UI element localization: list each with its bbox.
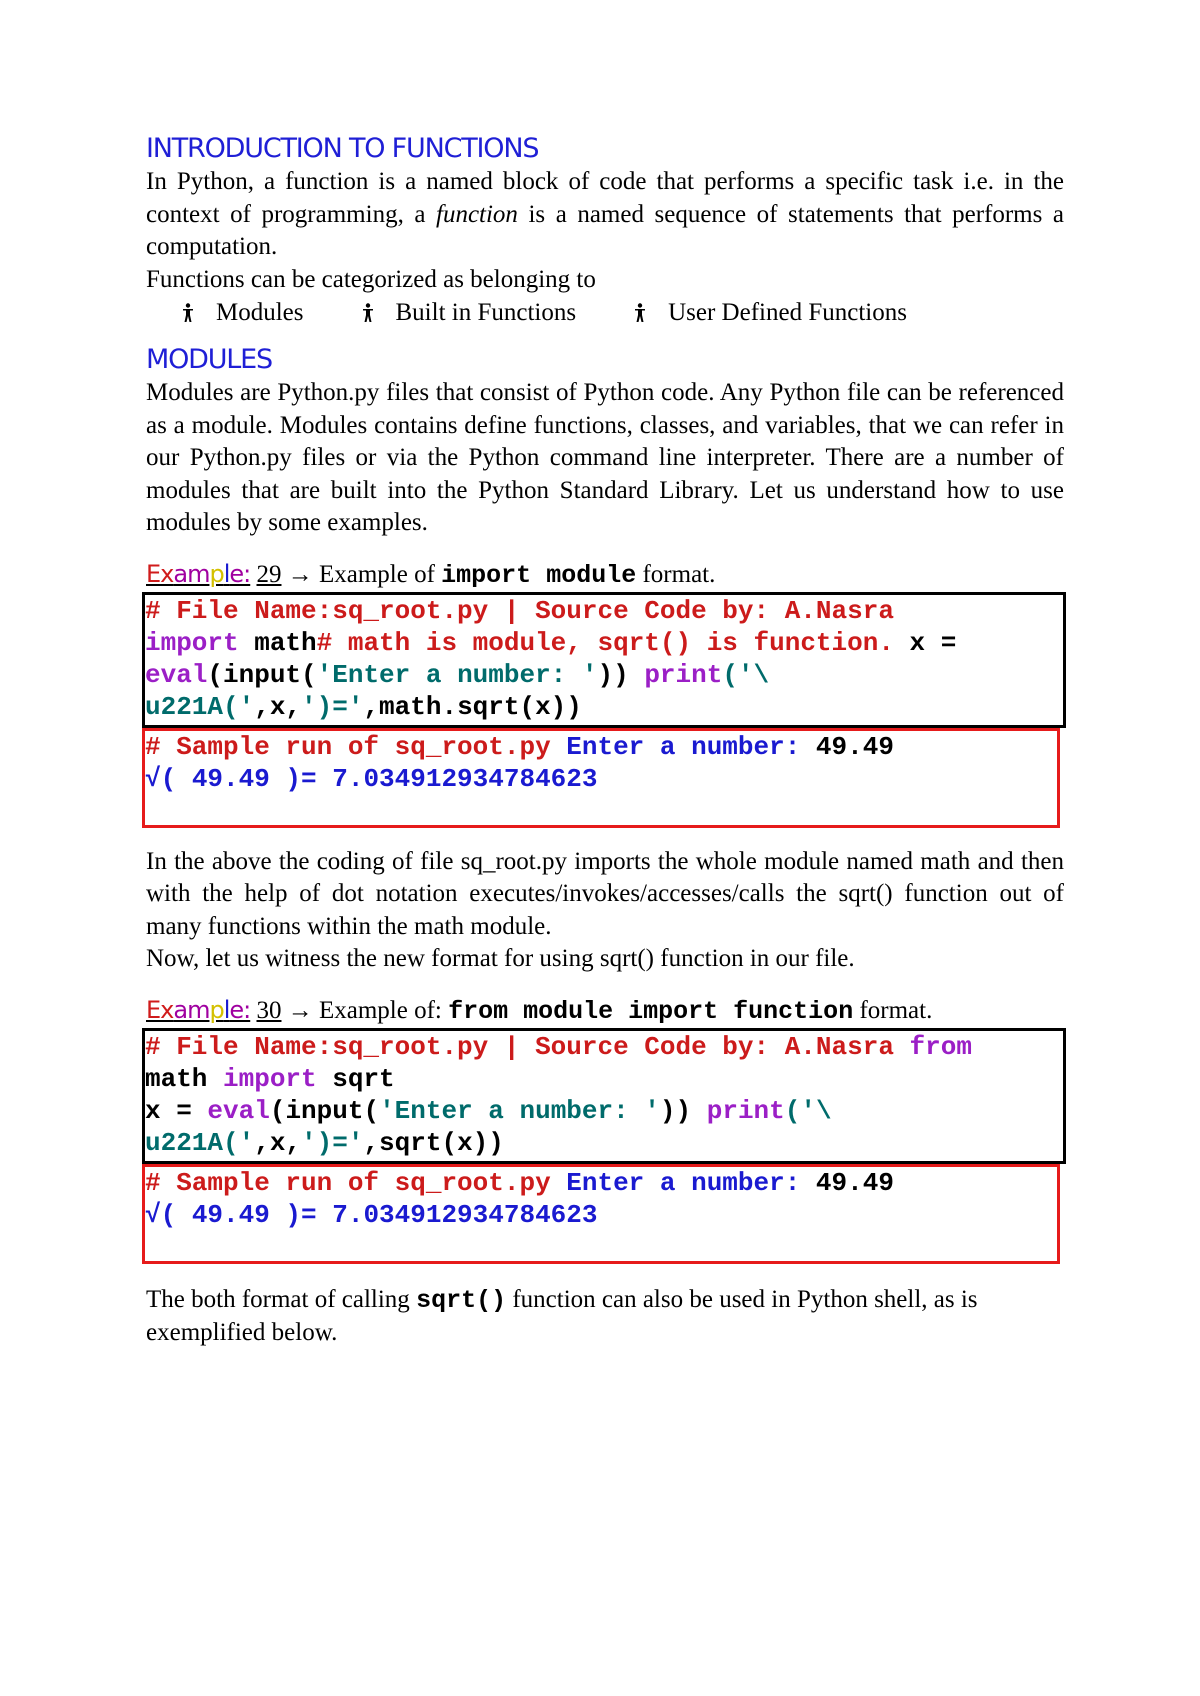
explanation-paragraph: In the above the coding of file sq_root.py imports the whole module named math and then with the help of dot notation executes/invokes/accesses/calls the sqrt() function out of many functions within the math module. (146, 847, 1064, 940)
example-number: 30 (256, 996, 282, 1024)
code-block: # File Name:sq_root.py | Source Code by: A.Nasra import math# math is module, sqrt() is function. x = eval(input('Enter a number: ')) print('\ u221A(',x,')=',math.sqrt(x)) (142, 592, 1066, 728)
categories-intro: Functions can be categorized as belonging to (146, 265, 596, 293)
person-bullet-icon (182, 303, 194, 323)
function-emphasis: function (436, 200, 518, 228)
inline-code: sqrt() (416, 1285, 507, 1315)
intro-paragraph: In Python, a function is a named block of code that performs a specific task i.e. in the context of programming, a function is a named sequence of statements that performs a computation. (146, 168, 1064, 260)
list-item: Built in Functions (362, 296, 577, 329)
example-label: Example: (146, 559, 251, 588)
inline-code: from module import function (448, 996, 854, 1026)
example-29-caption: Example: 29 → Example of import module format. (146, 559, 716, 590)
modules-paragraph: Modules are Python.py files that consist of Python code. Any Python file can be referenced as a module. Modules contains define functions, classes, and variables, that we can refer in our Python.py files or via the Python command line interpreter. There are a number of modules that are built into the Python Standard Library. Let us understand how to use modules by some examples. (146, 379, 1064, 536)
sqrt-symbol: √ (145, 763, 161, 794)
sample-run-block: # Sample run of sq_root.py Enter a number: 49.49 √( 49.49 )= 7.034912934784623 (142, 728, 1060, 828)
example-30-caption: Example: 30 → Example of: from module import function format. (146, 995, 933, 1026)
example-label: Example: (146, 995, 251, 1024)
sqrt-symbol: √ (145, 1199, 161, 1230)
code-block: # File Name:sq_root.py | Source Code by: A.Nasra from math import sqrt x = eval(input('Enter a number: ')) print('\ u221A(',x,')=',sqrt(x)) (142, 1028, 1066, 1164)
sample-run-block: # Sample run of sq_root.py Enter a number: 49.49 √( 49.49 )= 7.034912934784623 (142, 1164, 1060, 1264)
person-bullet-icon (634, 303, 646, 323)
category-list (182, 296, 1064, 329)
list-item: User Defined Functions (634, 296, 907, 329)
person-bullet-icon (362, 303, 374, 323)
closing-paragraph: The both format of calling sqrt() function can also be used in Python shell, as is exemplified below. (146, 1285, 978, 1346)
modules-heading: MODULES (146, 344, 272, 375)
document-page (146, 132, 1064, 1350)
transition-paragraph: Now, let us witness the new format for using sqrt() function in our file. (146, 945, 855, 972)
list-item: Modules (182, 296, 304, 329)
inline-code: import module (441, 560, 637, 590)
intro-heading: INTRODUCTION TO FUNCTIONS (146, 133, 539, 164)
example-number: 29 (256, 560, 282, 588)
